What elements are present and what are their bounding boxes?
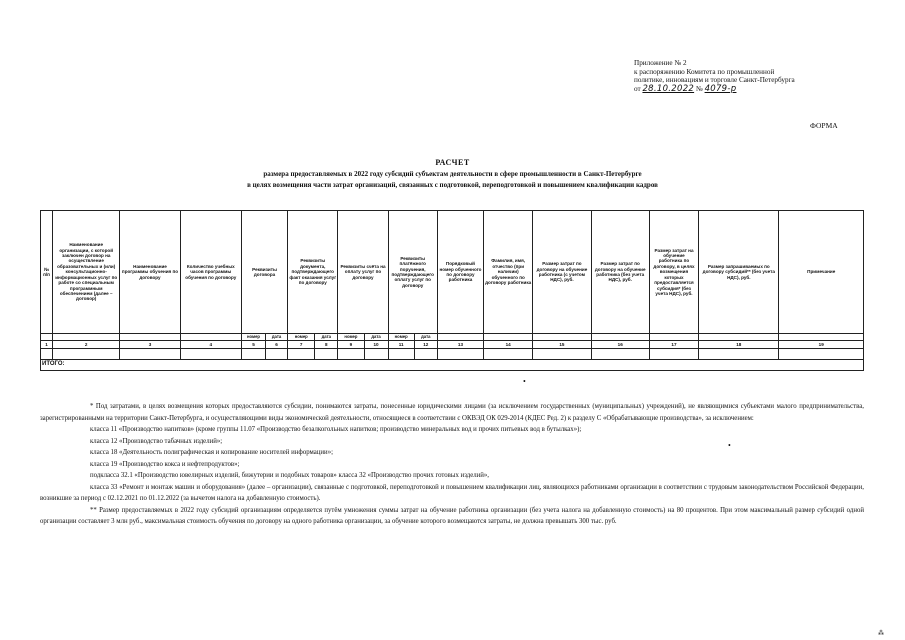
col-number: 4	[180, 341, 241, 349]
total-label: ИТОГО:	[41, 360, 864, 371]
empty-data-row	[41, 349, 864, 360]
footnote-1: * Под затратами, в целях возмещения которых предоставляются субсидии, понимаются затраты, понесенные юридическими лицами (за исключением государственных (муниципальных) учреждений), не являющимися субъектами малого предпринимательства, зарегистрированными на территории Санкт-Петербурга, и осуществляющими виды экономической деятельности, относящиеся в соответствии с ОКВЭД ОК 029-2014 (КДЕС Ред. 2) к разделу С «Обрабатывающие производства», за исключением:	[40, 403, 864, 422]
header-cell: Реквизиты платёжного поручения, подтверждающего оплату услуг по договору	[388, 211, 437, 334]
handwritten-date: 28.10.2022	[642, 83, 695, 94]
col-number: 16	[591, 341, 649, 349]
appendix-date-line	[634, 85, 874, 94]
doc-title: РАСЧЕТ	[435, 158, 470, 167]
subheader-number: номер	[338, 334, 364, 341]
appendix-line3: политике, инновациям и торговле Санкт-Петербурга	[634, 76, 795, 85]
header-cell: Наименование организации, с которой заключен договор на осуществление образовательных и (или) консультационно-информационных услуг по работе со специальным программным обеспечением (далее – договор)	[53, 211, 120, 334]
doc-subtitle-1: размера предоставляемых в 2022 году субсидий субъектам деятельности в сфере промышленности в Санкт-Петербурге	[263, 170, 642, 178]
col-number: 6	[266, 341, 288, 349]
col-number: 14	[484, 341, 533, 349]
exclusion-class-18: класса 18 «Деятельность полиграфическая и копирование носителей информации»;	[90, 449, 333, 456]
subheader-date: дата	[266, 334, 288, 341]
header-cell: Примечание	[779, 211, 864, 334]
footnote-2: ** Размер предоставляемых в 2022 году субсидий организациям определяется путём умножения суммы затрат на обучение работника организации (без учета налога на добавленную стоимость) на 80 процентов. При этом максимальный размер субсидий одной организации составляет 3 млн руб., максимальная стоимость обучения по договору на одного работника организации, за обучение которого возмещаются затраты, не должна превышать 300 тыс. руб.	[40, 506, 864, 525]
exclusion-class-12: класса 12 «Производство табачных изделий»;	[90, 437, 223, 445]
col-number: 12	[414, 341, 437, 349]
exclusion-class-11: класса 11 «Производство напитков» (кроме группы 11.07 «Производство безалкогольных напитков; производство минеральных вод и прочих питьевых вод в бутылках»);	[90, 426, 582, 433]
calculation-table	[40, 210, 864, 371]
header-cell: Фамилия, имя, отчество (при наличии) обученного по договору работника	[484, 211, 533, 334]
subheader-date: дата	[315, 334, 338, 341]
exclusion-subclass-32-1: подкласса 32.1 «Производство ювелирных изделий, бижутерии и подобных товаров» класса 32 «Производство прочих готовых изделий»,	[90, 472, 489, 479]
handwritten-number: 4079-р	[704, 83, 737, 94]
subheader-number: номер	[241, 334, 265, 341]
col-number: 2	[53, 341, 120, 349]
col-number: 19	[779, 341, 864, 349]
exclusion-class-33: класса 33 «Ремонт и монтаж машин и оборудования» (далее – организации), связанные с подготовкой, переподготовкой и повышением квалификации лиц, являющихся работниками организации в соответствии с трудовым законодательством Российской Федерации, возникшие за период с 02.12.2021 по 01.12.2022 (за вычетом налога на добавленную стоимость).	[40, 483, 864, 502]
col-number: 7	[288, 341, 315, 349]
col-number: 10	[364, 341, 388, 349]
subheader-date: дата	[414, 334, 437, 341]
header-cell: Количество учебных часов программы обучения по договору	[180, 211, 241, 334]
col-number: 15	[533, 341, 591, 349]
header-cell: Размер затрат по договору на обучение работника (без учета НДС), руб.	[591, 211, 649, 334]
col-number: 3	[120, 341, 180, 349]
col-number: 5	[241, 341, 265, 349]
date-prefix: от	[634, 84, 641, 93]
appendix-block	[634, 59, 874, 93]
col-number: 1	[41, 341, 53, 349]
subheader-number: номер	[288, 334, 315, 341]
col-number: 8	[315, 341, 338, 349]
number-prefix: №	[695, 84, 703, 93]
column-number-row	[41, 341, 864, 349]
appendix-line1: Приложение № 2	[634, 59, 687, 67]
header-cell: Наименование программы обучения по договору	[120, 211, 180, 334]
header-cell: Реквизиты договора	[241, 211, 287, 334]
scan-speck: •	[728, 441, 731, 450]
col-number: 11	[388, 341, 414, 349]
doc-subtitle-2: в целях возмещения части затрат организаций, связанных с подготовкой, переподготовкой и повышением квалификации кадров	[247, 181, 658, 189]
subheader-date: дата	[364, 334, 388, 341]
header-cell: Размер запрашиваемых по договору субсидий** (без учета НДС), руб.	[699, 211, 779, 334]
appendix-line2: к распоряжению Комитета по промышленной	[634, 67, 775, 76]
header-cell: № п/п	[41, 211, 53, 334]
col-number: 13	[437, 341, 483, 349]
header-row	[41, 211, 864, 334]
header-cell: Порядковый номер обученного по договору работника	[437, 211, 483, 334]
header-cell: Реквизиты документа, подтверждающего факт оказания услуг по договору	[288, 211, 338, 334]
corner-mark: ⁂	[878, 631, 884, 637]
header-cell: Реквизиты счёта на оплату услуг по договору	[338, 211, 388, 334]
col-number: 17	[649, 341, 698, 349]
form-label: ФОРМА	[810, 121, 838, 130]
header-cell: Размер затрат на обучение работника по договору, в целях возмещения которых предоставляется субсидия* (без учета НДС), руб.	[649, 211, 698, 334]
footnotes	[40, 401, 864, 528]
scan-speck: •	[523, 377, 526, 386]
header-cell: Размер затрат по договору на обучение работника (с учетом НДС), руб.	[533, 211, 591, 334]
col-number: 18	[699, 341, 779, 349]
col-number: 9	[338, 341, 364, 349]
exclusion-class-19: класса 19 «Производство кокса и нефтепродуктов»;	[90, 460, 240, 468]
subheader-row	[41, 334, 864, 341]
total-row	[41, 360, 864, 371]
subheader-number: номер	[388, 334, 414, 341]
